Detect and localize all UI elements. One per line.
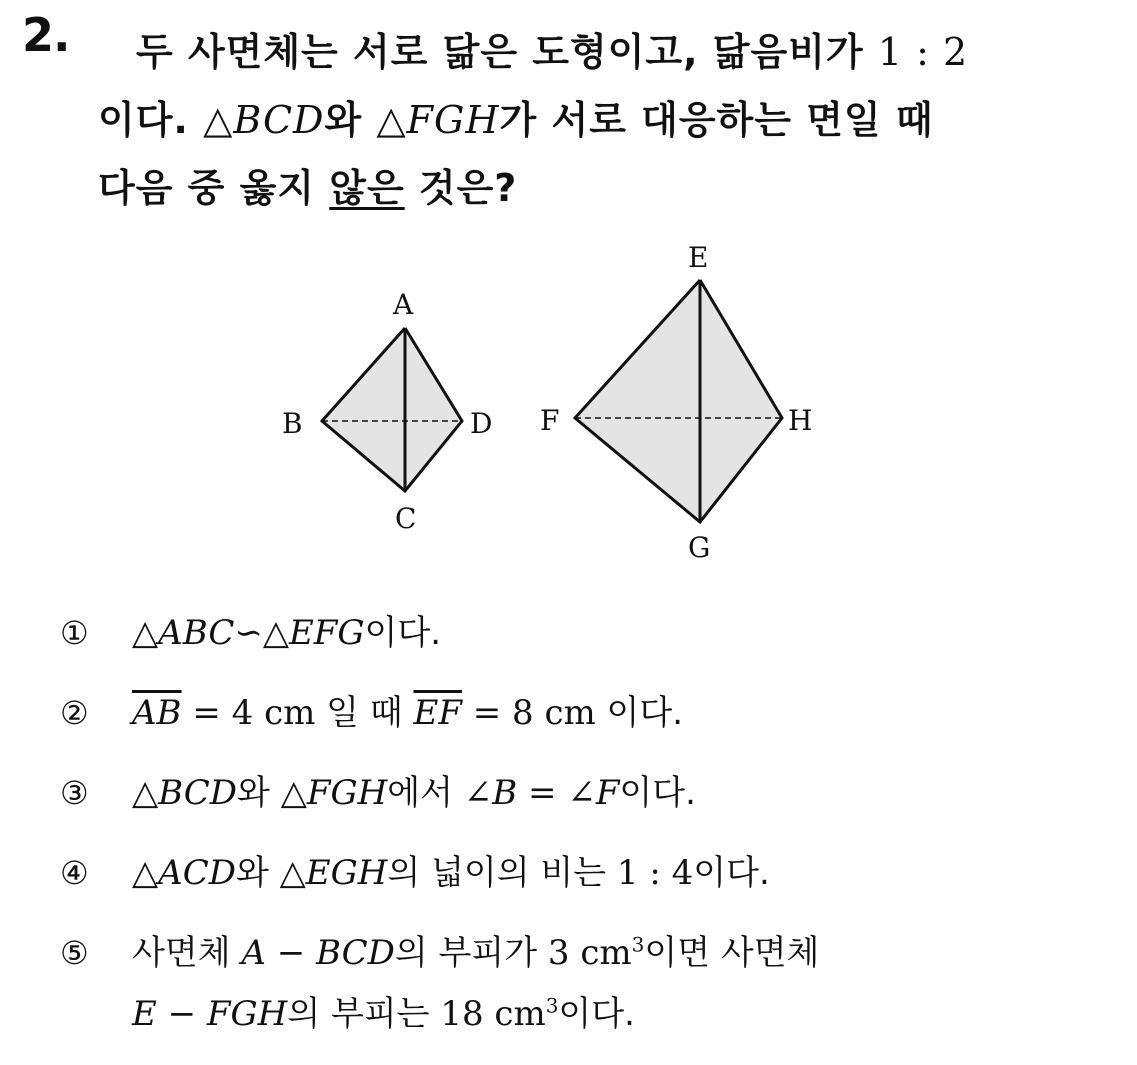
tetrahedra-diagram	[260, 235, 860, 570]
choice-text: 의 넓이의 비는	[387, 853, 617, 893]
solid-a-bcd: A − BCD	[241, 933, 395, 973]
triangle-bcd: △BCD	[203, 98, 325, 142]
answer-choices	[60, 605, 1120, 1035]
segment-ef: $\overline{EF}$	[413, 693, 462, 733]
volume-1-value: 3 cm	[547, 933, 632, 973]
stem-line-3	[98, 154, 1078, 222]
stem-text: 가 서로 대응하는 면일 때	[499, 98, 934, 142]
stem-text: 와	[324, 98, 363, 142]
stem-text: 것은?	[418, 166, 518, 210]
tetrahedra-figure	[260, 235, 860, 570]
angle-equation: ∠B = ∠F	[463, 773, 620, 813]
large-tetrahedron-face	[575, 280, 782, 522]
choice-4[interactable]	[60, 845, 1120, 925]
volume-2	[440, 994, 558, 1034]
triangle-bcd: △BCD	[132, 773, 238, 813]
choice-5-row-2	[132, 986, 819, 1035]
stem-line-1	[98, 18, 1078, 86]
volume-2-value: 18 cm	[440, 994, 546, 1034]
choice-text: 의 부피가	[394, 933, 548, 973]
triangle-fgh: △FGH	[376, 98, 500, 142]
triangle-fgh: △FGH	[280, 773, 388, 813]
choice-number: ①	[60, 614, 89, 652]
length-ef: = 8 cm	[461, 693, 596, 733]
triangle-acd: △ACD	[132, 853, 236, 893]
vertex-label-e: E	[688, 241, 709, 274]
choice-text: 와	[237, 773, 281, 813]
choice-1[interactable]	[60, 605, 1120, 685]
exponent: 3	[631, 932, 645, 957]
choice-text: 사면체	[132, 933, 242, 973]
triangle-egh: △EGH	[279, 853, 388, 893]
choice-text: 이다.	[619, 773, 696, 813]
choice-text: 이다.	[364, 613, 442, 653]
volume-1	[548, 933, 644, 973]
vertex-label-a: A	[393, 288, 414, 321]
choice-text: 와	[235, 853, 280, 893]
choice-number: ④	[60, 854, 89, 892]
underlined-word: 않은	[329, 166, 405, 210]
choice-number: ⑤	[60, 934, 89, 972]
choice-3[interactable]	[60, 765, 1120, 845]
choice-text: 이면 사면체	[644, 933, 820, 973]
stem-text: 이다.	[98, 98, 189, 142]
choice-text: 이다.	[595, 693, 684, 733]
small-tetrahedron-face	[322, 328, 462, 491]
stem-line-2	[98, 86, 1078, 154]
choice-text: 의 부피는	[287, 994, 441, 1034]
choice-text: 이다.	[693, 853, 770, 893]
question-stem	[98, 18, 1078, 222]
choice-text: 일 때	[315, 693, 414, 733]
similarity-expression: △ABC∽△EFG	[132, 613, 365, 653]
vertex-label-b: B	[282, 407, 303, 440]
vertex-label-g: G	[688, 531, 711, 564]
choice-text: 이다.	[558, 994, 635, 1034]
choice-5[interactable]	[60, 925, 1120, 1035]
exponent: 3	[545, 993, 559, 1018]
area-ratio: 1 : 4	[616, 853, 694, 893]
solid-e-fgh: E − FGH	[132, 994, 288, 1034]
choice-2[interactable]	[60, 685, 1120, 765]
choice-number: ②	[60, 694, 89, 732]
choice-number: ③	[60, 774, 89, 812]
length-ab: = 4 cm	[181, 693, 316, 733]
similarity-ratio: 1 : 2	[877, 30, 969, 74]
vertex-label-f: F	[540, 404, 560, 437]
segment-ab: $\overline{AB}$	[132, 693, 182, 733]
question-number: 2.	[22, 8, 70, 62]
stem-text: 두 사면체는 서로 닮은 도형이고, 닮음비가	[136, 30, 864, 74]
vertex-label-h: H	[788, 404, 813, 437]
stem-text: 다음 중 옳지	[98, 166, 315, 210]
vertex-label-c: C	[395, 502, 417, 535]
vertex-label-d: D	[470, 407, 493, 440]
choice-text: 에서	[387, 773, 464, 813]
